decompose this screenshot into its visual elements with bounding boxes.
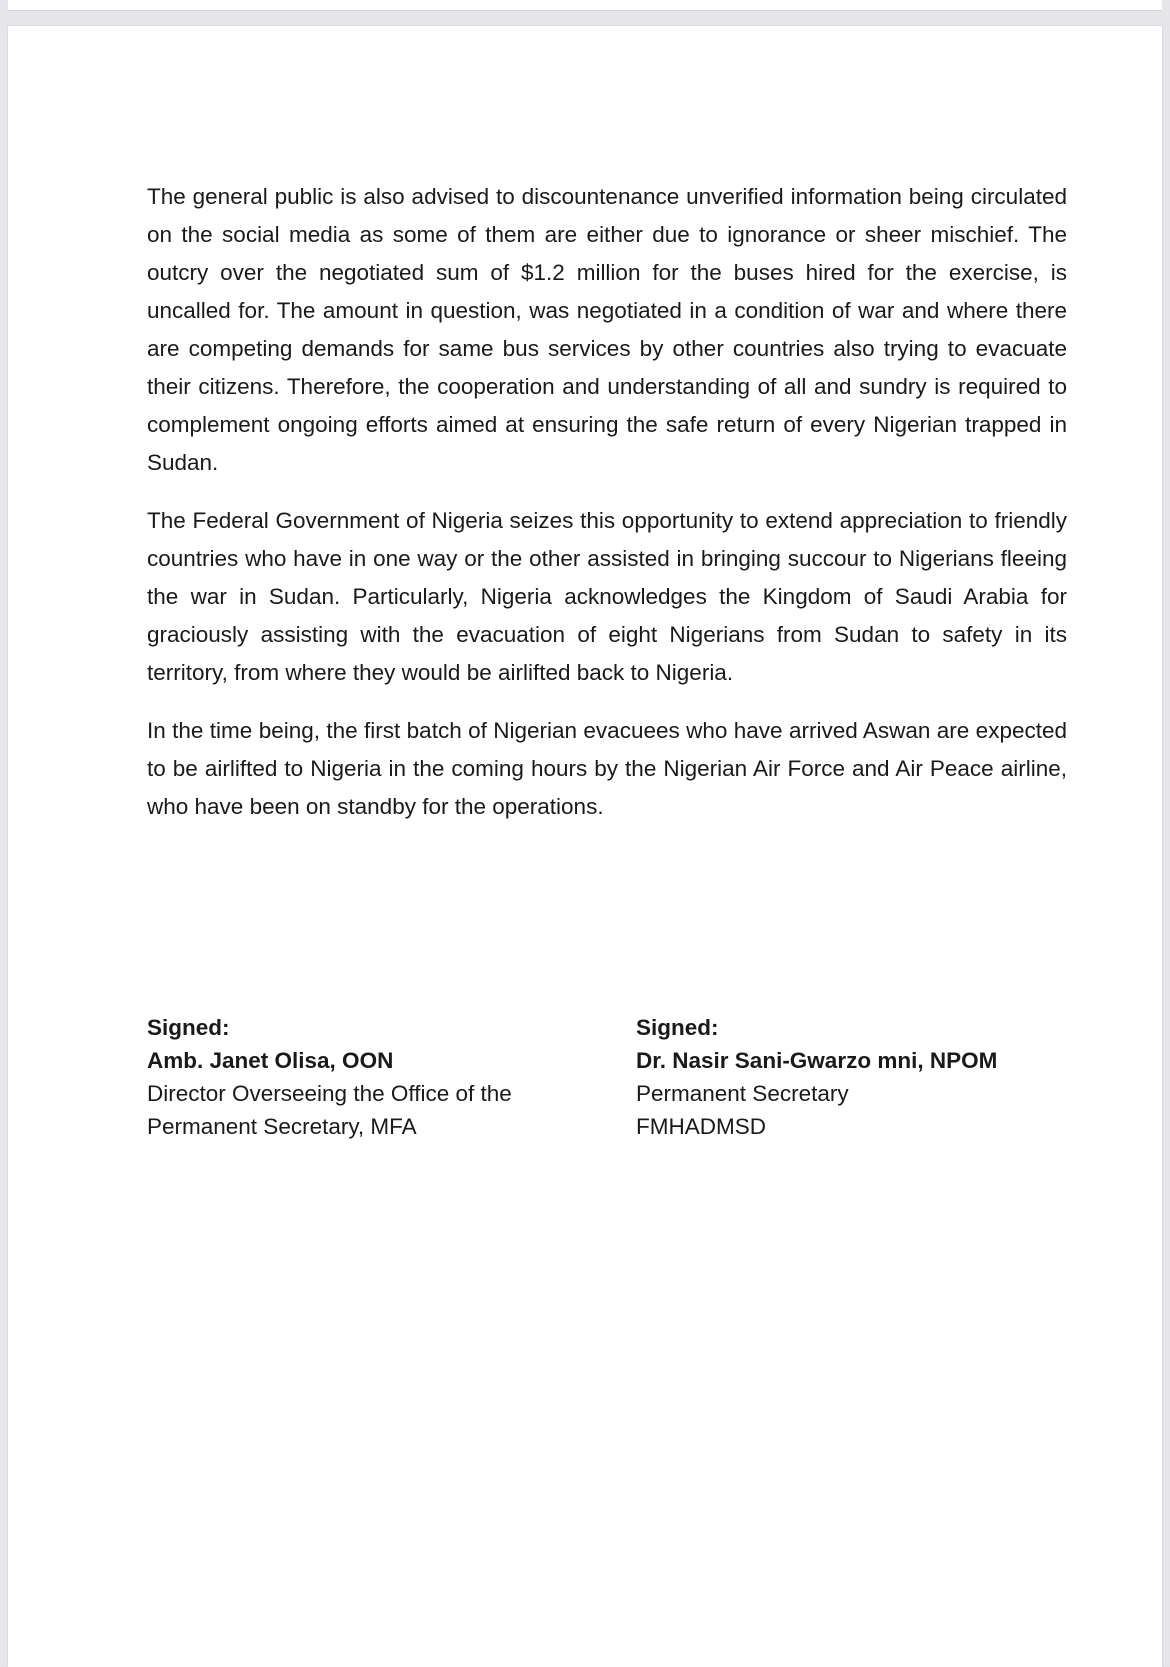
document-page: [8, 26, 1162, 1667]
paragraph-airlift-update: In the time being, the first batch of Nigerian evacuees who have arrived Aswan are expected to be airlifted to Nigeria in the coming hours by the Nigerian Air Force and Air Peace airline, who have been on standby for the operations.: [147, 718, 1067, 819]
signatory-name: Amb. Janet Olisa, OON: [147, 1048, 394, 1073]
signatory-right: [636, 1011, 1086, 1143]
signatory-title-line2: FMHADMSD: [636, 1114, 766, 1139]
signatory-title-line1: Director Overseeing the Office of the: [147, 1081, 512, 1106]
signatory-title-line1: Permanent Secretary: [636, 1081, 849, 1106]
paragraph-appreciation: The Federal Government of Nigeria seizes this opportunity to extend appreciation to friendly countries who have in one way or the other assisted in bringing succour to Nigerians fleeing the war in Sudan. Particularly, Nigeria acknowledges the Kingdom of Saudi Arabia for graciously assisting with the evacuation of eight Nigerians from Sudan to safety in its territory, from where they would be airlifted back to Nigeria.: [147, 508, 1067, 685]
previous-page-edge: [8, 0, 1162, 11]
signed-label: Signed:: [147, 1015, 230, 1040]
signatory-name: Dr. Nasir Sani-Gwarzo mni, NPOM: [636, 1048, 998, 1073]
signatory-title-line2: Permanent Secretary, MFA: [147, 1114, 417, 1139]
signed-label: Signed:: [636, 1015, 719, 1040]
paragraph-public-advisory: The general public is also advised to discountenance unverified information being circulated on the social media as some of them are either due to ignorance or sheer mischief. The outcry over the negotiated sum of $1.2 million for the buses hired for the exercise, is uncalled for. The amount in question, was negotiated in a condition of war and where there are competing demands for same bus services by other countries also trying to evacuate their citizens. Therefore, the cooperation and understanding of all and sundry is required to complement ongoing efforts aimed at ensuring the safe return of every Nigerian trapped in Sudan.: [147, 184, 1067, 475]
document-body: [147, 178, 1067, 846]
signatory-left: [147, 1011, 617, 1143]
